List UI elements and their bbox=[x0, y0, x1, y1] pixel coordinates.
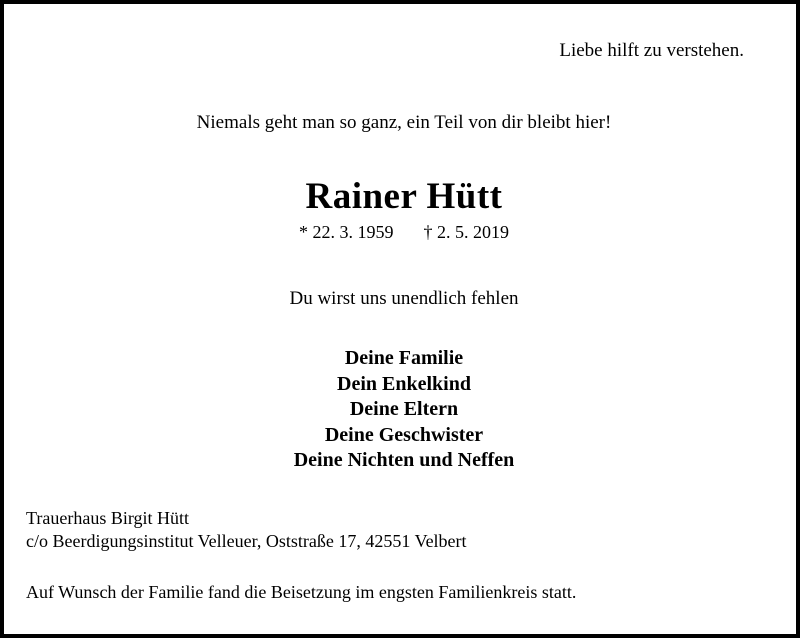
birth-date: * 22. 3. 1959 bbox=[299, 222, 394, 242]
mourner-line: Deine Familie bbox=[344, 347, 464, 369]
main-motto: Niemals geht man so ganz, ein Teil von dir bleibt hier! bbox=[196, 112, 612, 133]
closing-note: Auf Wunsch der Familie fand die Beisetzung im engsten Familienkreis statt. bbox=[26, 582, 577, 602]
farewell-line: Du wirst uns unendlich fehlen bbox=[289, 288, 519, 309]
mourner-line: Dein Enkelkind bbox=[337, 372, 471, 395]
address-line-2: c/o Beerdigungsinstitut Velleuer, Oststraße 17, 42551 Velbert bbox=[26, 531, 467, 551]
mourning-house-address bbox=[26, 507, 467, 553]
mourner-line: Deine Geschwister bbox=[324, 423, 484, 446]
death-date: † 2. 5. 2019 bbox=[423, 222, 509, 242]
address-line-1: Trauerhaus Birgit Hütt bbox=[26, 508, 190, 528]
mourner-line: Deine Eltern bbox=[349, 398, 459, 420]
life-dates bbox=[4, 222, 800, 243]
top-motto: Liebe hilft zu verstehen. bbox=[559, 40, 744, 61]
mourners-list bbox=[4, 346, 800, 474]
mourner-line: Deine Nichten und Neffen bbox=[293, 449, 515, 471]
deceased-name: Rainer Hütt bbox=[305, 176, 503, 217]
